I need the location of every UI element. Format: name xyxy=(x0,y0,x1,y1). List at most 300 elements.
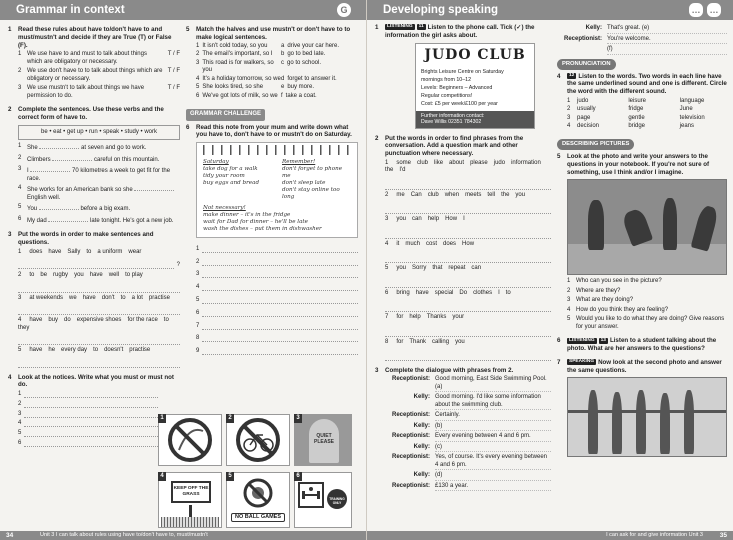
notices-panel xyxy=(158,414,358,530)
answer-dots[interactable] xyxy=(202,335,358,342)
jumbled-word: me xyxy=(396,191,405,198)
exercise-3 xyxy=(8,231,180,367)
jumbled-word: Sorry xyxy=(412,265,427,272)
note-not-necessary-heading: Not necessary! xyxy=(203,204,246,211)
line-number: 4 xyxy=(18,420,22,427)
jumbled-word: practise xyxy=(129,347,151,354)
pronunciation-word[interactable]: judo xyxy=(577,97,589,104)
jumbled-word: have xyxy=(82,294,96,301)
item-number: 3 xyxy=(567,114,571,121)
dialogue-line xyxy=(385,472,551,481)
pronunciation-heading: PRONUNCIATION xyxy=(557,59,616,70)
answer-dots[interactable] xyxy=(24,411,158,418)
item-number: 3 xyxy=(18,85,22,92)
dialogue-text[interactable]: Certainly. xyxy=(435,412,551,421)
speaking-label: SPEAKING xyxy=(569,359,595,365)
answer-line[interactable] xyxy=(196,246,358,254)
jumbled-word: special xyxy=(434,289,454,296)
exercise-instruction: Read this note from your mum and write down what you have to, don't have to or mustn't do on Saturday. xyxy=(196,123,352,139)
notice-3 xyxy=(294,414,352,466)
photo-ballet xyxy=(567,377,727,457)
notice-4 xyxy=(158,472,222,528)
item-text xyxy=(27,155,159,165)
item-number: 3 xyxy=(18,294,22,301)
item-number: 2 xyxy=(18,272,22,279)
jumbled-word: when xyxy=(444,191,460,198)
item-text: We use mustn't to talk about things we have permission to do. xyxy=(27,85,145,99)
jumbled-word: to play xyxy=(125,272,143,279)
describing-exercise-7 xyxy=(557,359,727,458)
line-number: 1 xyxy=(18,391,22,398)
jumbled-word: to xyxy=(120,294,126,301)
jumbled-word: wear xyxy=(128,248,142,255)
answer-dots[interactable] xyxy=(202,323,358,330)
jumbled-word: Sally xyxy=(67,248,81,255)
jumbled-word: have xyxy=(48,248,62,255)
pronunciation-word[interactable]: fridge xyxy=(628,106,644,113)
dialogue-text[interactable]: That's great. (e) xyxy=(607,25,727,34)
jumbled-word: have xyxy=(29,347,43,354)
item-text: This road is for walkers, so you xyxy=(202,59,274,73)
jumbled-word: can xyxy=(412,216,422,223)
item-number: 2 xyxy=(196,51,200,57)
audio-track-icon[interactable]: 11 xyxy=(418,24,424,30)
pronunciation-word[interactable]: usually xyxy=(577,106,596,113)
line-number: 6 xyxy=(196,309,200,316)
pronunciation-exercise xyxy=(557,73,727,131)
speech-bubble-icon: … xyxy=(689,3,703,17)
dialogue-text[interactable]: Good morning. I'd like some information about the swimming club. xyxy=(435,394,551,410)
item-number: 4 xyxy=(567,306,571,313)
jumbled-word: to xyxy=(163,317,169,324)
word-order-item xyxy=(385,216,551,224)
answer-blank[interactable] xyxy=(134,185,174,191)
answer-blank[interactable] xyxy=(48,216,88,222)
judo-club-logo: JUDO CLUB xyxy=(424,46,526,63)
note-saturday-heading: Saturday xyxy=(203,159,229,165)
word-order-item xyxy=(18,249,180,257)
answer-dots[interactable] xyxy=(202,297,358,304)
jumbled-word: your xyxy=(452,314,465,321)
match-right xyxy=(281,76,358,84)
gap-fill-item xyxy=(18,216,180,226)
match-row xyxy=(196,43,358,51)
jumbled-word: I'd xyxy=(399,167,406,174)
jumbled-word: you xyxy=(396,216,407,223)
jumbled-word: it xyxy=(396,240,400,247)
match-row xyxy=(196,51,358,59)
answer-blank[interactable] xyxy=(39,143,79,149)
exercise-number: 2 xyxy=(375,134,379,142)
notice-number: 6 xyxy=(294,472,302,481)
grammar-badge-icon: G xyxy=(337,3,351,17)
question-text: Where are they? xyxy=(576,287,621,294)
exercise-instruction: Match the halves and use mustn't or don't have to to make logical sentences. xyxy=(196,26,351,41)
item-number: 3 xyxy=(196,59,200,66)
answer-line[interactable] xyxy=(18,430,158,438)
describing-pictures-heading: DESCRIBING PICTURES xyxy=(557,139,634,150)
answer-line[interactable] xyxy=(196,310,358,318)
item-text: drive your car here. xyxy=(287,42,340,49)
jumbled-word: club xyxy=(427,191,439,198)
pronunciation-word[interactable]: page xyxy=(577,114,591,121)
jumbled-word: well xyxy=(108,272,120,279)
match-left xyxy=(196,84,281,92)
answer-line[interactable] xyxy=(385,205,551,214)
match-right xyxy=(281,60,358,75)
left-footer xyxy=(0,531,366,540)
sentence-start: She works for an American bank so she xyxy=(27,187,133,194)
item-number: 4 xyxy=(196,75,200,82)
answer-line[interactable] xyxy=(385,254,551,263)
right-banner xyxy=(367,0,733,20)
note-not-necessary-item: wait for Dad for dinner – he'll be late xyxy=(203,218,308,225)
match-left xyxy=(196,76,281,84)
jumbled-word: meets xyxy=(465,191,482,198)
training-only-label: TRAINING ONLY xyxy=(329,497,345,505)
answer-line[interactable] xyxy=(385,181,551,190)
answer-line[interactable] xyxy=(196,284,358,292)
speaker xyxy=(557,46,607,55)
answer-line[interactable] xyxy=(18,420,158,428)
dialogue-line xyxy=(385,483,551,492)
question-text: Would you like to do what they are doing? Give reasons for your answer. xyxy=(576,316,725,330)
pronunciation-word[interactable]: language xyxy=(679,97,705,104)
answer-dots[interactable] xyxy=(18,361,180,368)
word-order-item xyxy=(18,295,180,303)
dialogue-text[interactable]: Yes, of course. It's every evening between 4 and 6 pm. xyxy=(435,454,551,470)
jumbled-word: Do xyxy=(459,289,468,296)
item-number: 1 xyxy=(196,42,200,49)
exercise-number: 3 xyxy=(8,231,12,239)
item-number: 5 xyxy=(567,316,571,323)
jumbled-word: buy xyxy=(48,317,59,324)
answer-line[interactable] xyxy=(18,286,180,293)
notice-number: 3 xyxy=(294,414,302,423)
pronunciation-word[interactable]: decision xyxy=(577,123,600,130)
advert-line: Regular competitions! xyxy=(421,92,473,99)
jumbled-word: much xyxy=(405,240,421,247)
exercise-2 xyxy=(8,106,180,225)
question-text: How do you think they are feeling? xyxy=(576,306,669,313)
gap-fill-item xyxy=(18,155,180,165)
dialogue-line xyxy=(385,423,551,432)
item-text: It isn't cold today, so you xyxy=(202,42,268,49)
answer-line[interactable] xyxy=(385,303,551,312)
jumbled-word: the xyxy=(501,191,510,198)
jumbled-word: have xyxy=(89,272,103,279)
exercise-number: 6 xyxy=(186,123,190,131)
answer-line[interactable] xyxy=(196,348,358,356)
true-false-item xyxy=(18,68,180,83)
jumbled-word: expensive shoes xyxy=(76,317,122,324)
word-order-item xyxy=(18,347,180,355)
note-not-necessary-item: wash the dishes – put them in dishwasher xyxy=(203,225,322,232)
item-number: 1 xyxy=(18,248,22,255)
true-false-choice[interactable]: T / F xyxy=(167,85,180,92)
mum-note xyxy=(196,142,358,238)
exercise-number: 3 xyxy=(375,367,379,375)
right-page xyxy=(367,0,733,540)
exercise-instruction: Complete the sentences. Use these verbs and the correct form of have to. xyxy=(18,106,164,121)
answer-line[interactable] xyxy=(18,361,180,368)
item-text: go to bed late. xyxy=(287,51,326,57)
answer-line[interactable] xyxy=(196,259,358,267)
speaker: Kelly: xyxy=(585,25,602,31)
jumbled-word: that xyxy=(432,265,443,272)
answer-dots[interactable] xyxy=(202,271,358,278)
item-number: 6 xyxy=(385,289,389,296)
match-right xyxy=(281,84,358,92)
jumbled-word: about xyxy=(449,159,465,166)
exercise-5 xyxy=(186,26,358,100)
footer-text: I can ask for and give information Unit 3 xyxy=(606,532,703,538)
question-text: What are they doing? xyxy=(576,297,634,304)
answer-line[interactable] xyxy=(18,338,180,345)
answer-dots[interactable] xyxy=(202,246,358,253)
jumbled-word: be xyxy=(40,272,48,279)
jumbled-word: repeat xyxy=(448,265,466,272)
dialogue-line xyxy=(385,454,551,470)
answer-line[interactable] xyxy=(18,401,158,409)
answer-dots[interactable] xyxy=(202,348,358,355)
item-number: 1 xyxy=(567,278,571,285)
jumbled-word: club xyxy=(417,159,429,166)
jumbled-word: a uniform xyxy=(97,248,123,255)
dialogue-line xyxy=(385,433,551,442)
speaker: Kelly: xyxy=(413,422,430,429)
audio-track-icon[interactable]: 12 xyxy=(569,73,575,79)
speaker: Kelly: xyxy=(413,472,430,479)
jumbled-word: How xyxy=(462,240,475,247)
answer-dots[interactable] xyxy=(24,420,158,427)
item-number: 6 xyxy=(18,215,22,222)
notice-1 xyxy=(158,414,222,466)
page-title-grammar: Grammar in context xyxy=(16,4,125,16)
jumbled-word: I xyxy=(463,216,465,223)
jumbled-word: for the race xyxy=(127,317,158,324)
jumbled-word: some xyxy=(396,159,412,166)
line-number: 3 xyxy=(18,410,22,417)
jumbled-word: help xyxy=(409,314,421,321)
match-left xyxy=(196,60,281,75)
answer-line[interactable] xyxy=(18,440,158,448)
answer-dots[interactable] xyxy=(24,391,158,398)
pronunciation-word[interactable]: jeans xyxy=(679,123,694,130)
exercise-number: 6 xyxy=(557,337,561,345)
advert-line: Brights Leisure Centre on Saturday xyxy=(421,69,504,75)
dialogue-text[interactable]: (d) xyxy=(435,472,551,481)
answer-dots[interactable] xyxy=(18,308,180,315)
note-remember-item: don't forget to phone me xyxy=(282,165,343,179)
jumbled-word: at weekends xyxy=(29,294,64,301)
answer-line[interactable] xyxy=(18,391,158,399)
question-item xyxy=(567,316,727,331)
line-number: 9 xyxy=(196,348,200,355)
answer-blank[interactable] xyxy=(52,155,92,161)
exercise-number: 1 xyxy=(375,24,379,31)
listening-label: LISTENING xyxy=(569,337,595,343)
answer-line[interactable] xyxy=(196,335,358,343)
notice-6 xyxy=(294,472,352,528)
speaker: Receptionist: xyxy=(391,454,430,461)
dialogue-text[interactable]: £130 a year. xyxy=(435,483,551,492)
jumbled-word: have xyxy=(29,317,43,324)
pronunciation-word[interactable]: television xyxy=(679,114,705,121)
jumbled-word: like xyxy=(434,159,444,166)
item-text: go to school. xyxy=(287,59,322,66)
jumbled-word: to xyxy=(505,289,511,296)
gap-fill-item xyxy=(18,185,180,202)
no-ball-games-label: NO BALL GAMES xyxy=(231,513,285,522)
item-text xyxy=(27,204,130,214)
item-text: The email's important, so I xyxy=(202,51,273,57)
question-item xyxy=(567,288,727,296)
dialogue-text[interactable]: (c) xyxy=(435,444,551,453)
true-false-item xyxy=(18,85,180,100)
answer-dots[interactable] xyxy=(202,310,358,317)
answer-line[interactable] xyxy=(196,297,358,305)
answer-blank[interactable] xyxy=(39,204,79,210)
item-number: 5 xyxy=(196,84,200,90)
word-order-item xyxy=(385,160,551,175)
answer-line[interactable] xyxy=(18,262,180,270)
answer-dots[interactable] xyxy=(24,401,158,408)
exercise-4 xyxy=(8,374,180,448)
jumbled-word: doesn't xyxy=(104,347,124,354)
jumbled-word: do xyxy=(64,317,71,324)
word-order-item xyxy=(385,314,551,322)
exercise-instruction: Read these rules about have to/don't have to and must/mustn't and decide if they are True (T) or False (F). xyxy=(18,26,172,49)
answer-line[interactable] xyxy=(18,308,180,315)
answer-line[interactable] xyxy=(385,328,551,337)
jumbled-word: a lot xyxy=(131,294,143,301)
right-column-1 xyxy=(375,24,551,497)
pronunciation-word[interactable]: leisure xyxy=(628,97,647,104)
contact-heading: Further information contact: xyxy=(421,112,485,119)
answer-blank[interactable] xyxy=(30,166,70,172)
true-false-choice[interactable]: T / F xyxy=(167,68,180,75)
dialogue-line xyxy=(385,412,551,421)
dialogue-text[interactable]: You're welcome. xyxy=(607,36,727,45)
match-right xyxy=(281,93,358,101)
note-saturday-item: buy eggs and bread xyxy=(203,179,260,186)
right-column-2 xyxy=(557,24,727,463)
item-number: 2 xyxy=(18,68,22,75)
dialogue-text[interactable]: Every evening between 4 and 6 pm. xyxy=(435,433,551,442)
answer-dots[interactable] xyxy=(202,259,358,266)
answer-dots[interactable] xyxy=(18,338,180,345)
match-left xyxy=(196,93,281,101)
line-number: 1 xyxy=(196,245,200,252)
exercise-instruction: Complete the dialogue with phrases from 2. xyxy=(385,367,514,375)
exercise-instruction: Look at the photo and write your answers to the questions in your notebook. If you're not sure of something, use I think and/or I imagine. xyxy=(567,153,710,176)
match-right xyxy=(281,43,358,51)
line-number: 2 xyxy=(196,258,200,265)
item-number: 5 xyxy=(18,347,22,354)
dialogue-line xyxy=(385,444,551,453)
jumbled-word: please xyxy=(470,159,488,166)
no-cycling-icon xyxy=(227,415,289,465)
footer-text: Unit 3 I can talk about rules using have to/don't have to, must/mustn't xyxy=(40,532,208,538)
exercise-6 xyxy=(186,124,358,357)
speaker: Receptionist: xyxy=(391,412,430,419)
exercise-number: 5 xyxy=(557,153,561,161)
answer-dots[interactable] xyxy=(18,262,174,269)
jumbled-word: does xyxy=(29,248,43,255)
item-text: She looks tired, so she xyxy=(202,84,264,90)
jumbled-word: we xyxy=(69,294,77,301)
word-order-item xyxy=(385,265,551,273)
pronunciation-word[interactable]: gentle xyxy=(628,114,645,121)
question-item xyxy=(567,297,727,305)
dialogue-text[interactable]: (f) xyxy=(607,46,727,55)
answer-dots[interactable] xyxy=(24,440,158,447)
advert-contact xyxy=(416,111,534,128)
answer-line[interactable] xyxy=(196,271,358,279)
true-false-choice[interactable]: T / F xyxy=(167,51,180,58)
exercise-number: 1 xyxy=(8,26,12,33)
exercise-number: 2 xyxy=(8,106,12,114)
quiet-please-icon: QUIET PLEASE xyxy=(309,419,339,463)
item-number: 1 xyxy=(18,51,22,58)
word-order-item xyxy=(18,272,180,280)
item-number: 6 xyxy=(196,92,200,99)
jumbled-word: practise xyxy=(148,294,170,301)
question-mark: ? xyxy=(176,262,180,269)
exercise-instruction: Now look at the second photo and answer the same questions. xyxy=(567,358,722,374)
jumbled-word: you xyxy=(396,265,407,272)
item-text: It's a holiday tomorrow, so we xyxy=(202,75,281,82)
answer-dots[interactable] xyxy=(24,430,158,437)
answer-dots[interactable] xyxy=(18,286,180,293)
answer-line[interactable] xyxy=(18,411,158,419)
answer-line[interactable] xyxy=(385,352,551,361)
item-number: 8 xyxy=(385,338,389,345)
exercise-instruction: Listen to the words. Two words in each line have the same underlined sound and one is different. Circle the word with the different sound. xyxy=(567,72,727,96)
audio-track-icon[interactable]: 13 xyxy=(600,337,606,343)
word-order-item xyxy=(385,290,551,298)
answer-line[interactable] xyxy=(385,279,551,288)
pronunciation-word[interactable]: June xyxy=(679,106,693,113)
page-number: 35 xyxy=(719,532,727,539)
exercise-instruction: Put the words in order to make sentences and questions. xyxy=(18,231,154,246)
jumbled-word: cost xyxy=(426,240,438,247)
page-title-speaking: Developing speaking xyxy=(383,4,499,16)
pronunciation-word[interactable]: bridge xyxy=(628,123,646,130)
line-number: 3 xyxy=(196,271,200,278)
dialogue-text[interactable]: Good morning, East Side Swimming Pool. (a) xyxy=(435,376,551,392)
exercise-number: 4 xyxy=(8,373,12,381)
item-number: 4 xyxy=(18,185,22,192)
item-number: 1 xyxy=(18,143,22,150)
dialogue-line xyxy=(557,46,727,55)
exercise-instruction: Put the words in order to find phrases from the conversation. Add a question mark and other punctuation where necessary. xyxy=(385,134,524,158)
item-text: We use have to and must to talk about things which are obligatory or necessary. xyxy=(27,51,147,65)
sentence-end: careful on this mountain. xyxy=(94,156,160,163)
dialogue-text[interactable]: (b) xyxy=(435,423,551,432)
notice-number: 4 xyxy=(158,472,166,481)
no-ball-games-icon xyxy=(227,477,289,511)
answer-dots[interactable] xyxy=(202,284,358,291)
word-order-item xyxy=(18,317,180,332)
note-saturday-item: tidy your room xyxy=(203,172,245,179)
item-text: buy more. xyxy=(287,84,315,90)
answer-line[interactable] xyxy=(385,230,551,239)
item-number: 2 xyxy=(567,287,571,294)
answer-line[interactable] xyxy=(196,323,358,331)
item-letter: d xyxy=(281,75,285,82)
